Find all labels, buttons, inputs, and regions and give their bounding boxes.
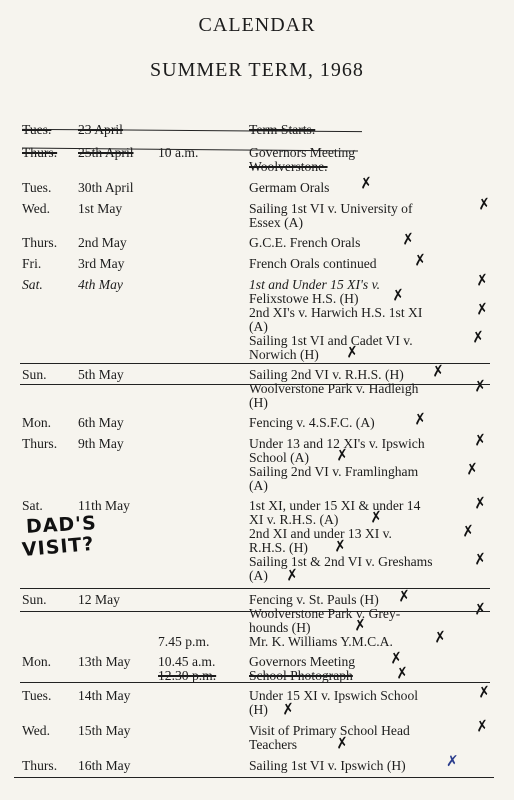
tick-mark: ✗ (334, 445, 350, 465)
tick-mark: ✗ (472, 430, 488, 450)
day-label: Sat. (22, 498, 43, 513)
event-text: Teachers (249, 737, 298, 752)
day-label: Thurs. (22, 145, 58, 160)
tick-mark: ✗ (474, 716, 490, 736)
event-text: Norwich (H) (249, 347, 319, 362)
day-label: Wed. (22, 723, 50, 738)
event-text: Sailing 1st & 2nd VI v. Greshams (249, 554, 433, 569)
date-label: 6th May (78, 415, 124, 430)
time-label: 7.45 p.m. (158, 634, 210, 649)
event-text: XI v. R.H.S. (A) (249, 512, 339, 527)
tick-mark: ✗ (476, 194, 492, 214)
tick-mark: ✗ (358, 173, 374, 193)
divider-line (20, 363, 490, 364)
divider-line (20, 682, 490, 683)
event-text: Governors Meeting (249, 654, 356, 669)
event-text: Term Starts. (249, 122, 316, 137)
divider-line (14, 777, 494, 778)
tick-mark: ✗ (332, 536, 348, 556)
date-label: 4th May (78, 277, 123, 292)
event-text: Under 13 and 12 XI's v. Ipswich (249, 436, 425, 451)
event-text: (A) (249, 478, 268, 493)
date-label: 12 May (78, 592, 120, 607)
date-label: 30th April (78, 180, 134, 195)
tick-mark: ✗ (464, 459, 480, 479)
event-text: Sailing 1st VI v. University of (249, 201, 413, 216)
event-text: Woolverstone Park v. Hadleigh (249, 381, 419, 396)
day-label: Sun. (22, 592, 47, 607)
event-text: 2nd XI's v. Harwich H.S. 1st XI (249, 305, 423, 320)
event-text: Felixstowe H.S. (H) (249, 291, 359, 306)
tick-mark: ✗ (432, 627, 448, 647)
tick-mark: ✗ (472, 599, 488, 619)
date-label: 2nd May (78, 235, 127, 250)
event-text: Woolverstone Park v. Grey- (249, 606, 401, 621)
event-text: French Orals continued (249, 256, 377, 271)
event-text: G.C.E. French Orals (249, 235, 361, 250)
date-label: 25th April (78, 145, 134, 160)
date-label: 5th May (78, 367, 124, 382)
event-text: School (A) (249, 450, 310, 465)
day-label: Tues. (22, 688, 52, 703)
date-label: 1st May (78, 201, 123, 216)
event-text: (A) (249, 568, 268, 583)
event-text: Essex (A) (249, 215, 303, 230)
event-text: Governors Meeting (249, 145, 356, 160)
tick-mark: ✗ (474, 299, 490, 319)
tick-mark: ✗ (412, 250, 428, 270)
event-text: School Photograph (249, 668, 353, 683)
tick-mark: ✗ (474, 270, 490, 290)
day-label: Fri. (22, 256, 42, 271)
tick-mark: ✗ (470, 327, 486, 347)
strike-line (20, 611, 490, 612)
tick-mark: ✗ (400, 229, 416, 249)
tick-mark: ✗ (412, 409, 428, 429)
time-label: 10 a.m. (158, 145, 199, 160)
event-text: hounds (H) (249, 620, 311, 635)
tick-mark: ✗ (284, 565, 300, 585)
event-text: Sailing 2nd VI v. Framlingham (249, 464, 419, 479)
term-heading: SUMMER TERM, 1968 (150, 59, 364, 81)
tick-mark: ✗ (394, 663, 410, 683)
event-text: Sailing 1st VI v. Ipswich (H) (249, 758, 406, 773)
event-text: 2nd XI and under 13 XI v. (249, 526, 392, 541)
event-text: Under 15 XI v. Ipswich School (249, 688, 419, 703)
date-label: 9th May (78, 436, 124, 451)
tick-mark: ✗ (472, 376, 488, 396)
event-text: (A) (249, 319, 268, 334)
tick-mark: ✗ (460, 521, 476, 541)
event-text: 1st and Under 15 XI's v. (249, 277, 381, 292)
day-label: Thurs. (22, 436, 58, 451)
time-label: 12.30 p.m. (158, 668, 217, 683)
day-label: Wed. (22, 201, 50, 216)
event-text: Sailing 1st VI and Cadet VI v. (249, 333, 413, 348)
day-label: Sat. (22, 277, 43, 292)
day-label: Mon. (22, 654, 52, 669)
tick-mark: ✗ (352, 615, 368, 635)
date-label: 14th May (78, 688, 131, 703)
day-label: Mon. (22, 415, 52, 430)
day-label: Thurs. (22, 758, 58, 773)
date-label: 23 April (78, 122, 123, 137)
tick-mark: ✗ (280, 699, 296, 719)
tick-mark: ✗ (472, 493, 488, 513)
tick-mark: ✗ (396, 586, 412, 606)
tick-mark: ✗ (390, 285, 406, 305)
event-text: (H) (249, 395, 268, 410)
tick-mark: ✗ (344, 342, 360, 362)
event-text: Sailing 2nd VI v. R.H.S. (H) (249, 367, 404, 382)
date-label: 13th May (78, 654, 131, 669)
event-text: Woolverstone. (249, 159, 328, 174)
day-label: Tues. (22, 180, 52, 195)
event-text: R.H.S. (H) (249, 540, 308, 555)
event-text: Fencing v. St. Pauls (H) (249, 592, 379, 607)
tick-mark: ✗ (472, 549, 488, 569)
date-label: 15th May (78, 723, 131, 738)
event-text: Fencing v. 4.S.F.C. (A) (249, 415, 375, 430)
tick-mark: ✗ (430, 361, 446, 381)
tick-mark: ✗ (476, 682, 492, 702)
tick-mark: ✗ (388, 648, 404, 668)
day-label: Tues. (22, 122, 52, 137)
event-text: Germam Orals (249, 180, 330, 195)
event-text: Visit of Primary School Head (249, 723, 410, 738)
date-label: 16th May (78, 758, 131, 773)
calendar-heading: CALENDAR (198, 14, 316, 36)
tick-mark: ✗ (446, 752, 459, 770)
date-label: 3rd May (78, 256, 125, 271)
event-text: (H) (249, 702, 268, 717)
divider-line (20, 588, 490, 589)
date-label: 11th May (78, 498, 130, 513)
tick-mark: ✗ (368, 507, 384, 527)
strike-line (20, 384, 490, 385)
day-label: Sun. (22, 367, 47, 382)
day-label: Thurs. (22, 235, 58, 250)
handwritten-note: DAD'S (25, 512, 98, 538)
time-label: 10.45 a.m. (158, 654, 216, 669)
tick-mark: ✗ (334, 733, 350, 753)
handwritten-note: VISIT? (21, 532, 96, 562)
event-text: 1st XI, under 15 XI & under 14 (249, 498, 421, 513)
event-text: Mr. K. Williams Y.M.C.A. (249, 634, 393, 649)
